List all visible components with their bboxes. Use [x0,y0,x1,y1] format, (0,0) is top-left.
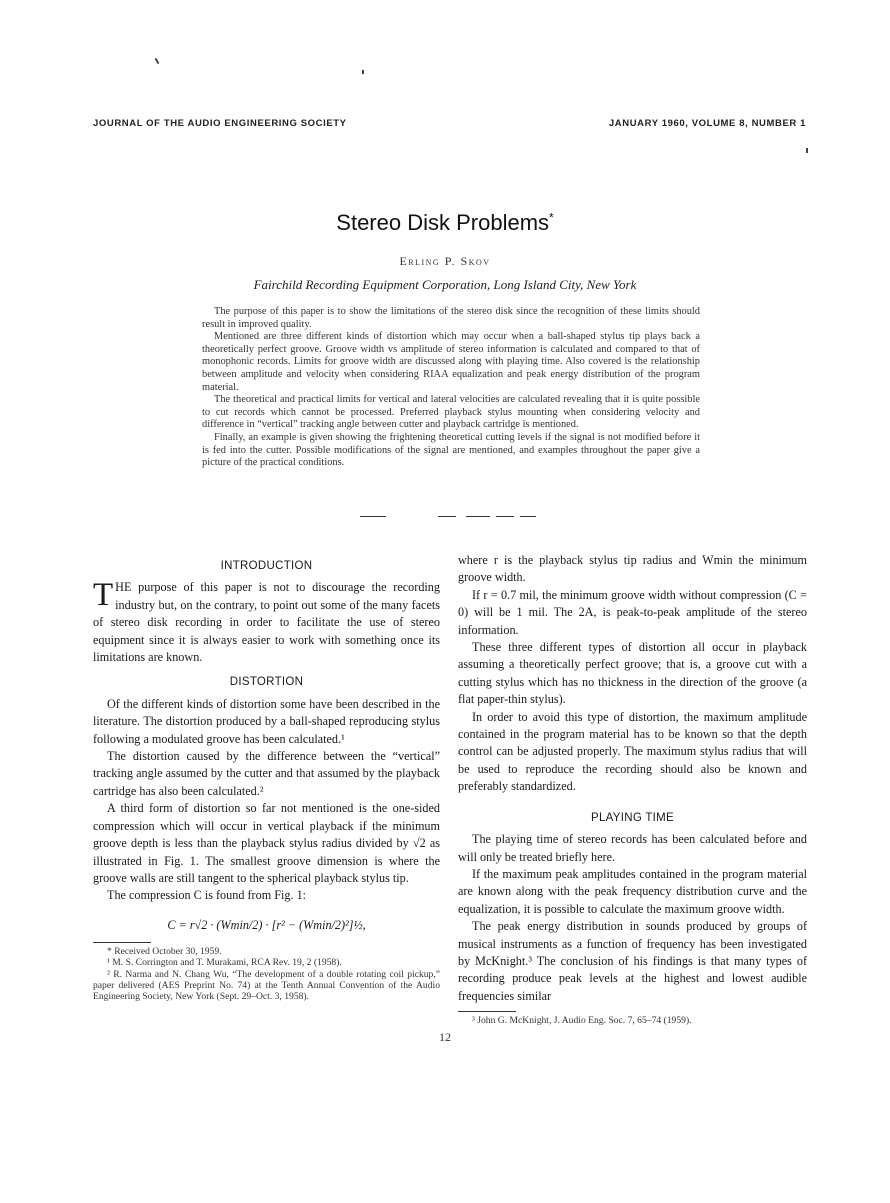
abstract [202,306,700,470]
footnote-rule [93,942,151,943]
journal-header: JOURNAL OF THE AUDIO ENGINEERING SOCIETY [93,118,347,129]
abstract-paragraph: Mentioned are three different kinds of distortion which may occur when a ball-shaped stylus tip plays back a theoretically perfect groove. Groove width vs amplitude of stereo information is calculated and compared to that of monophonic records. Limits for groove width are discussed along with playing time. Also covered is the relationship between amplitude and velocity when considering RIAA equalization and peak energy distribution of the program material. [202,331,700,393]
author-name: Erling P. Skov [399,254,491,268]
footnote: ³ John G. McKnight, J. Audio Eng. Soc. 7, 65–74 (1959). [472,1015,692,1027]
footnote: * Received October 30, 1959. [107,946,222,958]
intro-paragraph [93,579,440,666]
intro-text: HE purpose of this paper is not to discourage the recording industry but, on the contrary, to point out some of the many facets of stereo disk recording in order to facilitate the use of stereo equipment since it is always easier to work with something once its limitations are known. [93,580,440,665]
compression-equation: C = r√2 · (Wmin/2) · [r² − (Wmin/2)²]½, [167,917,366,932]
drop-cap: T [93,577,114,614]
scan-speck [806,148,808,153]
footnote: ¹ M. S. Corrington and T. Murakami, RCA Rev. 19, 2 (1958). [107,957,342,969]
section-heading-introduction: INTRODUCTION [220,560,313,572]
body-paragraph: A third form of distortion so far not mentioned is the one-sided compression which will occur in vertical playback if the minimum groove depth is less than the playback stylus radius divided by √2 as illustrated in Fig. 1. The smallest groove dimension is where the groove walls are still tangent to the spherical playback stylus tip. [93,801,440,885]
author-affiliation: Fairchild Recording Equipment Corporation, Long Island City, New York [253,277,637,292]
footnote: ² R. Narma and N. Chang Wu, “The development of a double rotating coil pickup,” paper delivered (AES Preprint No. 74) at the Tenth Annual Convention of the Audio Engineering Society, New York (Sept. 29–Oct. 3, 1958). [93,968,440,1002]
abstract-paragraph: The theoretical and practical limits for vertical and lateral velocities are calculated revealing that it is quite possible to cut records which cannot be processed. Preferred playback stylus mounting when considering velocity and difference in “vertical” tracking angle between cutter and playback cartridge is mentioned. [202,394,700,431]
body-paragraph: If r = 0.7 mil, the minimum groove width without compression (C = 0) will be 1 mil. The 2A, is peak-to-peak amplitude of the stereo information. [458,587,807,637]
abstract-paragraph: Finally, an example is given showing the frightening theoretical cutting levels if the signal is not modified before it is fed into the cutter. Possible modifications of the signal are mentioned, and examples throughout the paper give a picture of the practical conditions. [202,431,700,469]
title-footnote-mark: * [549,210,554,225]
separator-dash [520,516,536,517]
scan-speck [362,70,364,74]
separator-dash [466,516,490,517]
body-paragraph: The peak energy distribution in sounds produced by groups of musical instruments as a function of frequency has been investigated by McKnight.³ The conclusion of his findings is that many types of recording produce peak levels at the highest and lowest audible frequencies similar [458,919,807,1003]
article-title-block [0,210,890,236]
section-heading-distortion: DISTORTION [229,676,304,689]
body-paragraph: Of the different kinds of distortion some have been described in the literature. The distortion produced by a ball-shaped reproducing stylus following a modulated groove has been calculated.¹ [93,696,440,746]
section-heading-playing-time: PLAYING TIME [590,811,675,824]
separator-dash [360,516,386,517]
body-paragraph: If the maximum peak amplitudes contained in the program material are known along with the peak frequency distribution curve and the equalization, it is possible to calculate the maximum groove width. [458,866,807,916]
body-paragraph: where r is the playback stylus tip radius and Wmin the minimum groove width. [458,553,807,585]
issue-header: JANUARY 1960, VOLUME 8, NUMBER 1 [608,118,806,129]
body-paragraph: In order to avoid this type of distortion, the maximum amplitude contained in the program material has to be known so that the depth control can be adjusted properly. The maximum stylus radius that will be used to reproduce the recording should also be known and preferably standardized. [458,709,807,794]
article-title: Stereo Disk Problems [336,210,550,235]
scan-speck [155,58,160,64]
separator-dash [438,516,456,517]
body-paragraph: The compression C is found from Fig. 1: [107,888,307,903]
right-column [458,552,807,1026]
body-paragraph: These three different types of distortion all occur in playback assuming a theoretically perfect groove; that is, a groove cut with a cutting stylus which has no thickness in the direction of the groove (a flat paper-thin stylus). [458,640,807,707]
footnote-rule [458,1011,516,1012]
left-column [93,552,440,1002]
separator-dash [496,516,514,517]
body-paragraph: The distortion caused by the difference between the “vertical” tracking angle assumed by the cutter and that assumed by the playback cartridge has also been calculated.² [93,749,440,798]
abstract-paragraph: The purpose of this paper is to show the limitations of the stereo disk since the recognition of these limits should result in improved quality. [202,306,700,330]
body-paragraph: The playing time of stereo records has been calculated before and will only be treated briefly here. [458,832,807,864]
page-number: 12 [439,1030,451,1044]
